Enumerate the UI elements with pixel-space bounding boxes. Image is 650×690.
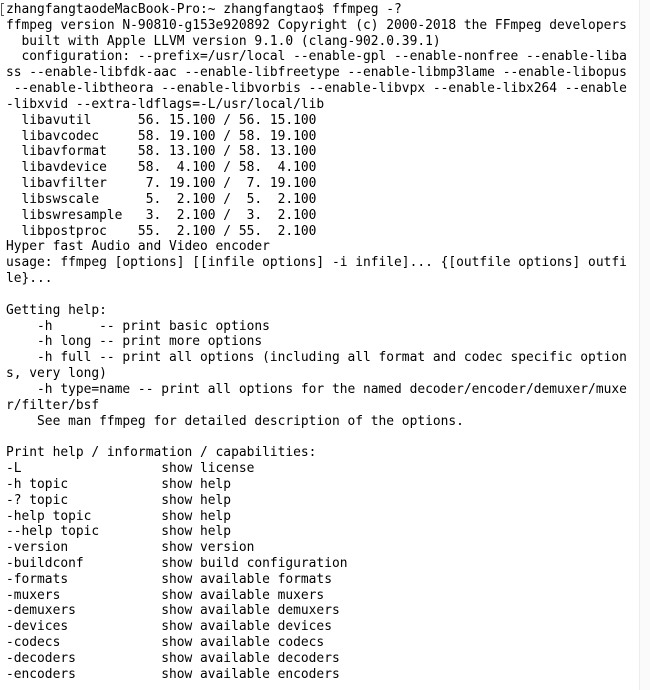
output-line: -h topic show help (6, 476, 232, 492)
output-line: -h -- print basic options (6, 318, 270, 334)
output-line: -devices show available devices (6, 619, 332, 635)
output-line: libswscale 5. 2.100 / 5. 2.100 (6, 191, 317, 207)
terminal-output[interactable] (6, 2, 640, 683)
output-line: -demuxers show available demuxers (6, 603, 340, 619)
output-line: -version show version (6, 540, 255, 556)
output-line: libpostproc 55. 2.100 / 55. 2.100 (6, 223, 317, 239)
output-line: libavutil 56. 15.100 / 56. 15.100 (6, 112, 317, 128)
output-line: -? topic show help (6, 492, 232, 508)
output-line: -formats show available formats (6, 571, 332, 587)
output-line (6, 287, 640, 303)
output-line: s, very long) (6, 366, 107, 382)
output-line: -buildconf show build configuration (6, 555, 348, 571)
output-line: libavdevice 58. 4.100 / 58. 4.100 (6, 160, 317, 176)
output-line: -help topic show help (6, 508, 232, 524)
output-line: libswresample 3. 2.100 / 3. 2.100 (6, 207, 317, 223)
output-line: Print help / information / capabilities: (6, 445, 317, 461)
output-line: libavcodec 58. 19.100 / 58. 19.100 (6, 128, 317, 144)
output-line: -codecs show available codecs (6, 635, 325, 651)
output-line: -libxvid --extra-ldflags=-L/usr/local/lib (6, 96, 325, 112)
output-line: ss --enable-libfdk-aac --enable-libfreetype --enable-libmp3lame --enable-libopus (6, 65, 627, 81)
output-line: -h type=name -- print all options for the named decoder/encoder/demuxer/muxe (6, 381, 627, 397)
output-line: See man ffmpeg for detailed description of the options. (6, 413, 464, 429)
output-line: configuration: --prefix=/usr/local --enable-gpl --enable-nonfree --enable-liba (6, 49, 627, 65)
output-line: libavfilter 7. 19.100 / 7. 19.100 (6, 176, 317, 192)
output-line: -L show license (6, 461, 255, 477)
output-line: ffmpeg version N-90810-g153e920892 Copyright (c) 2000-2018 the FFmpeg developers (6, 17, 627, 33)
output-line: --help topic show help (6, 524, 232, 540)
output-line: -muxers show available muxers (6, 587, 325, 603)
scrollbar-track[interactable] (639, 0, 650, 690)
output-line: -encoders show available encoders (6, 666, 340, 682)
output-line: Getting help: (6, 302, 107, 318)
output-line: built with Apple LLVM version 9.1.0 (clang-902.0.39.1) (6, 33, 441, 49)
output-line: -h long -- print more options (6, 334, 263, 350)
output-line: Hyper fast Audio and Video encoder (6, 239, 270, 255)
output-line: --enable-libtheora --enable-libvorbis --enable-libvpx --enable-libx264 --enable (6, 81, 627, 97)
output-line: -h full -- print all options (including all format and codec specific option (6, 350, 627, 366)
output-line: r/filter/bsf (6, 397, 100, 413)
output-line (6, 429, 640, 445)
output-line: -decoders show available decoders (6, 650, 340, 666)
output-line: le}... (6, 271, 53, 287)
output-line: usage: ffmpeg [options] [[infile options] -i infile]... {[outfile options] outfi (6, 255, 627, 271)
prompt-line: zhangfangtaodeMacBook-Pro:~ zhangfangtao$ ffmpeg -? (6, 2, 402, 17)
line-marker (1, 3, 4, 16)
output-line: libavformat 58. 13.100 / 58. 13.100 (6, 144, 317, 160)
